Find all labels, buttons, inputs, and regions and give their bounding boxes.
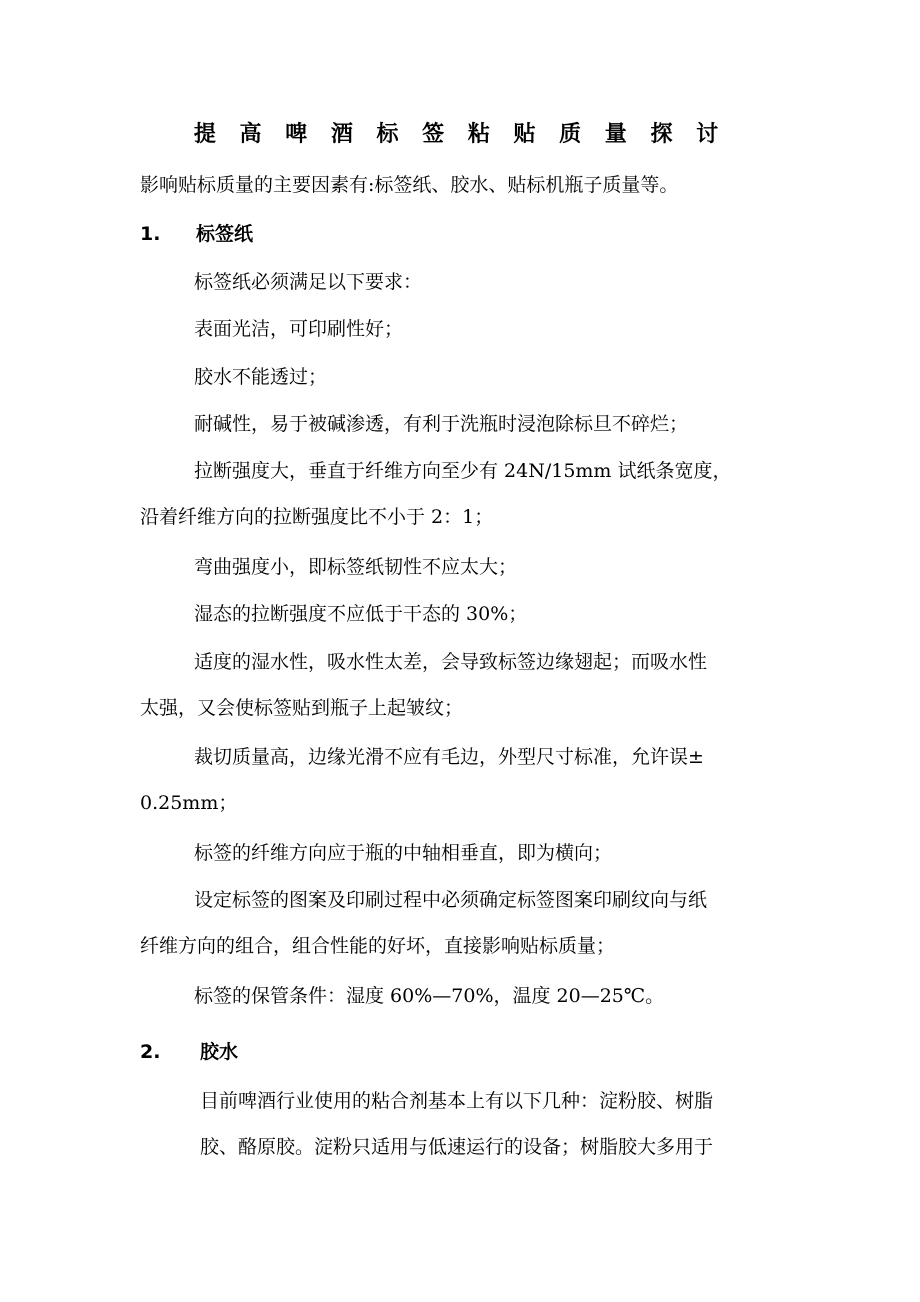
paragraph-two-line [140, 456, 786, 530]
paragraph-line: 拉断强度大，垂直于纤维方向至少有 24N/15mm 试纸条宽度， [194, 460, 732, 482]
paragraph-line: 目前啤酒行业使用的粘合剂基本上有以下几种：淀粉胶、树脂 [200, 1090, 714, 1112]
paragraph-two-line [140, 647, 786, 721]
document-title: 提 高 啤 酒 标 签 粘 贴 质 量 探 讨 [193, 122, 727, 147]
paragraph-two-line [140, 742, 786, 816]
section-title: 标签纸 [196, 223, 254, 245]
paragraph-line: 0.25mm； [140, 792, 238, 814]
paragraph-line: 纤维方向的组合，组合性能的好坏，直接影响贴标质量； [140, 935, 616, 957]
paragraph-line: 适度的湿水性，吸水性太差，会导致标签边缘翅起；而吸水性 [194, 651, 708, 673]
paragraph-two-line [200, 1086, 786, 1178]
paragraph: 表面光洁，可印刷性好； [194, 318, 404, 340]
paragraph: 标签的保管条件：湿度 60%—70%，温度 20—25℃。 [194, 985, 665, 1007]
section-number: 1. [140, 223, 161, 245]
section-title: 胶水 [200, 1041, 239, 1063]
paragraph: 湿态的拉断强度不应低于干态的 30%； [194, 603, 528, 625]
paragraph: 弯曲强度小，即标签纸韧性不应太大； [194, 556, 518, 578]
paragraph-line: 太强，又会使标签贴到瓶子上起皱纹； [140, 697, 464, 719]
paragraph-line: 裁切质量高，边缘光滑不应有毛边，外型尺寸标准，允许误± [194, 746, 704, 768]
section-number: 2. [140, 1041, 161, 1063]
paragraph-line: 胶、酪原胶。淀粉只适用与低速运行的设备；树脂胶大多用于 [200, 1136, 714, 1158]
intro-paragraph: 影响贴标质量的主要因素有:标签纸、胶水、贴标机瓶子质量等。 [140, 174, 679, 196]
paragraph: 标签的纤维方向应于瓶的中轴相垂直，即为横向； [194, 842, 613, 864]
paragraph-line: 沿着纤维方向的拉断强度比不小于 2：1； [140, 506, 494, 528]
section-heading-glue [140, 1037, 800, 1067]
paragraph-line: 设定标签的图案及印刷过程中必须确定标签图案印刷纹向与纸 [194, 889, 708, 911]
paragraph: 胶水不能透过； [194, 366, 328, 388]
paragraph: 耐碱性，易于被碱渗透，有利于洗瓶时浸泡除标旦不碎烂； [194, 413, 689, 435]
paragraph-two-line [140, 885, 786, 959]
section-heading-label-paper [140, 219, 800, 249]
paragraph: 标签纸必须满足以下要求： [194, 271, 423, 293]
